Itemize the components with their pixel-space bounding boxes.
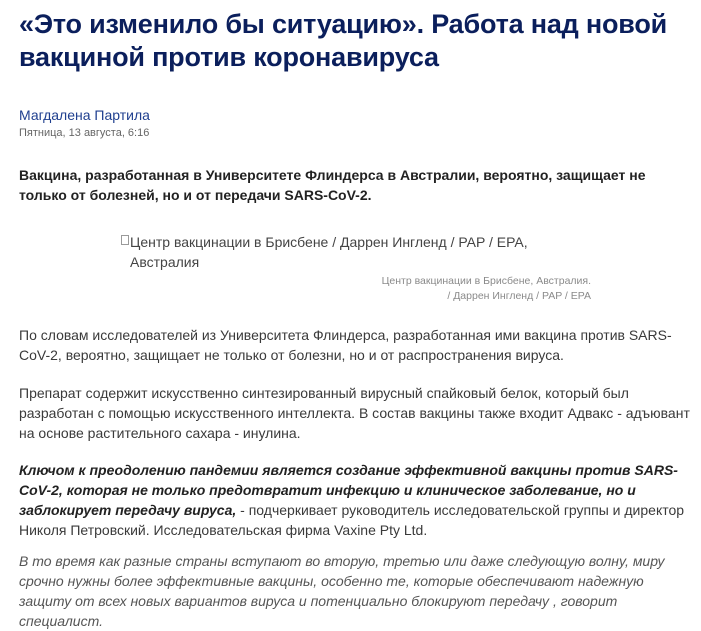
article-title: «Это изменило бы ситуацию». Работа над новой вакциной против коронавируса [19,9,668,72]
image-caption [368,274,591,304]
closing-paragraph: В то время как разные страны вступают во вторую, третью или даже следующую волну, миру срочно нужны более эффективные вакцины, особенно те, которые обеспечивают надежную защиту от всех новых вариантов вируса и потенциально блокируют передачу , говорит специалист. [19,553,665,629]
quote-attribution: - подчеркивает руководитель исследовательской группы и директор Николя Петровский. Исследовательская фирма Vaxine Pty Ltd. [19,502,685,538]
quote-emphasis: Ключом к преодолению пандемии является создание эффективной вакцины против SARS-CoV-2, которая не только предотвратит инфекцию и клиническое заболевание, но и заблокирует передачу вируса, [19,462,678,518]
article-image [121,232,591,272]
broken-image-icon [121,235,129,245]
image-alt-text: Центр вакцинации в Брисбене / Даррен Ингленд / PAP / EPA, Австралия [130,234,528,270]
caption-credit: / Даррен Ингленд / PAP / EPA [447,290,591,302]
article-figure [121,232,591,302]
author-link[interactable]: Магдалена Партила [19,107,150,123]
paragraph: По словам исследователей из Университета Флиндерса, разработанная ими вакцина против SARS-CoV-2, вероятно, защищает не только от болезни, но и от распространения вируса. [19,327,672,363]
article-lead: Вакцина, разработанная в Университете Флиндерса в Австралии, вероятно, защищает не только от болезней, но и от передачи SARS-CoV-2. [19,167,646,203]
caption-line: Центр вакцинации в Брисбене, Австралия. [381,275,591,287]
quote-paragraph [19,460,699,540]
publish-date: Пятница, 13 августа, 6:16 [19,127,150,139]
paragraph: Препарат содержит искусственно синтезированный вирусный спайковый белок, который был разработан с помощью искусственного интеллекта. В состав вакцины также входит Адвакс - адъювант на основе растительного сахара - инулина. [19,385,690,441]
